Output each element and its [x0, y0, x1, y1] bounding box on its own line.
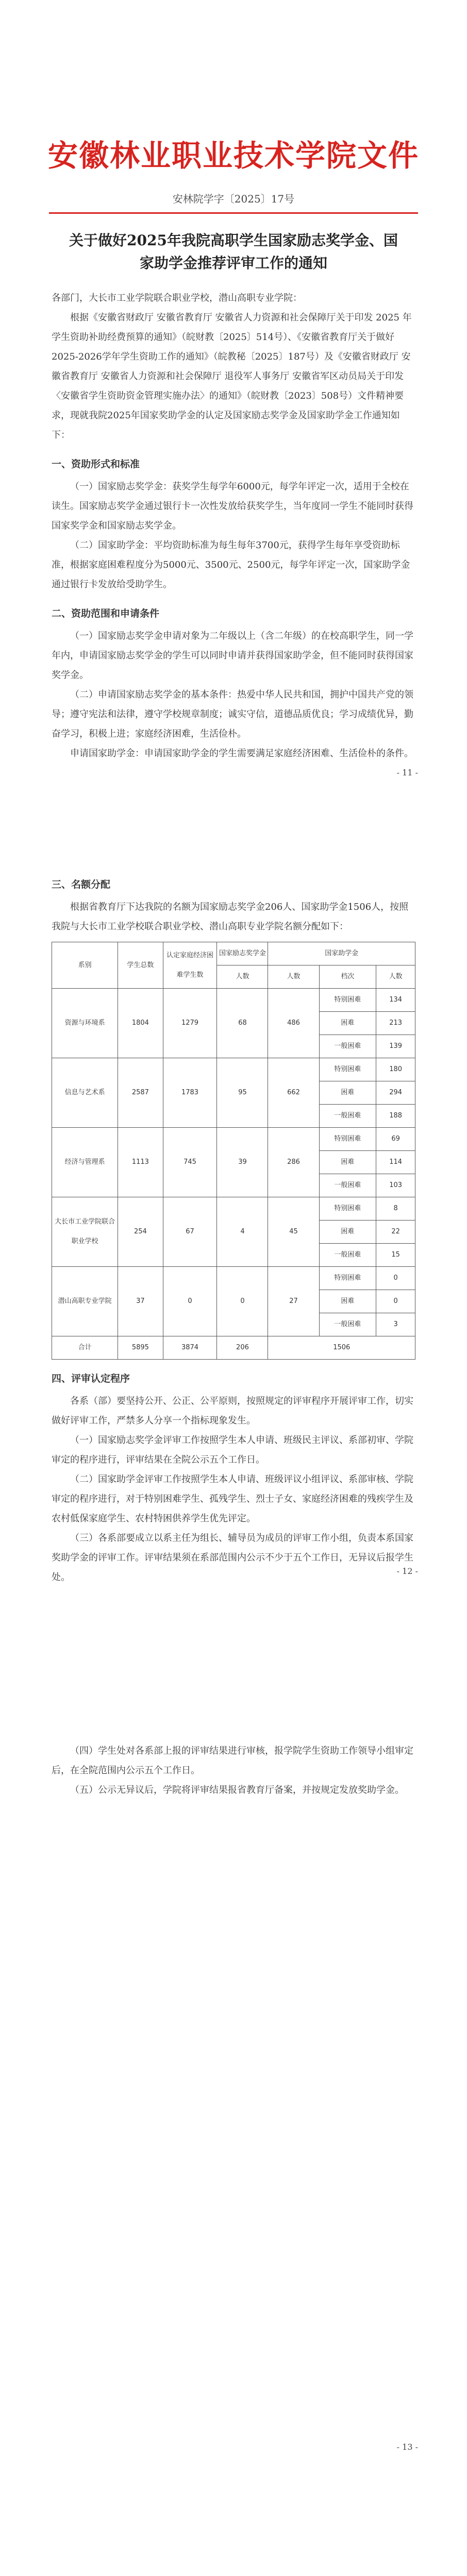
section-1-heading: 一、资助形式和标准 [52, 459, 140, 470]
dept-name: 信息与艺术系 [52, 1058, 118, 1128]
grant-level-count: 213 [376, 1012, 415, 1035]
total-students: 5895 [118, 1336, 163, 1360]
grant-level: 困难 [319, 1151, 376, 1174]
section-3-heading: 三、名额分配 [52, 879, 111, 890]
dept-inspire: 95 [217, 1058, 268, 1128]
header-grant-level-count: 人数 [376, 965, 415, 989]
section-4-paragraph-4: （三）各系部要成立以系主任为组长、辅导员为成员的评审工作小组，负责本系国家奖助学金的评审工作。评审结果须在系部范围内公示不少于五个工作日，无异议后报学生处。 [52, 1533, 413, 1583]
dept-students: 37 [118, 1267, 163, 1336]
grant-level-count: 0 [376, 1267, 415, 1290]
grant-level: 一般困难 [319, 1035, 376, 1058]
grant-level-count: 139 [376, 1035, 415, 1058]
grant-level-count: 15 [376, 1244, 415, 1267]
dept-students: 2587 [118, 1058, 163, 1128]
section-2-paragraph-1: （一）国家励志奖学金申请对象为二年级以上（含二年级）的在校高职学生，同一学年内，申请国家励志奖学金的学生可以同时申请并获得国家助学金，但不能同时获得国家奖学金。 [52, 631, 413, 681]
section-1-paragraph-2: （二）国家助学金：平均资助标准为每生每年3700元，获得学生每年享受资助标准，根据家庭困难程度分为5000元、3500元、2500元，每学年评定一次，国家助学金通过银行卡发放给受助学生。 [52, 540, 410, 590]
dept-name: 资源与环境系 [52, 989, 118, 1058]
dept-poor: 1279 [163, 989, 217, 1058]
grant-level-count: 114 [376, 1151, 415, 1174]
dept-name: 经济与管理系 [52, 1128, 118, 1197]
section-4-paragraph-2: （一）国家励志奖学金评审工作按照学生本人申请、班级民主评议、系部初审、学院审定的程序进行，评审结果在全院公示五个工作日。 [52, 1435, 413, 1465]
total-row [52, 1336, 415, 1360]
dept-name: 潜山高职专业学院 [52, 1267, 118, 1336]
page-2 [21, 824, 446, 1597]
grant-level: 特别困难 [319, 989, 376, 1012]
section-3-intro: 根据省教育厅下达我院的名额为国家励志奖学金206人、国家助学金1506人，按照我院与大长市工业学校联合职业学校、潜山高职专业学院名额分配如下： [52, 902, 409, 932]
grant-level-count: 69 [376, 1128, 415, 1151]
total-inspire: 206 [217, 1336, 268, 1360]
dept-poor: 67 [163, 1197, 217, 1267]
table-row [52, 1267, 415, 1290]
header-students: 学生总数 [118, 942, 163, 989]
grant-level-count: 180 [376, 1058, 415, 1081]
document-number: 安林院学字〔2025〕17号 [172, 193, 295, 205]
grant-level: 困难 [319, 1081, 376, 1105]
section-4-paragraph-6: （五）公示无异议后，学院将评审结果报省教育厅备案，并按规定发放奖助学金。 [70, 1785, 404, 1795]
section-2-paragraph-3: 申请国家助学金：申请国家助学金的学生需要满足家庭经济困难、生活俭朴的条件。 [70, 748, 413, 759]
grant-level: 困难 [319, 1221, 376, 1244]
grant-level-count: 134 [376, 989, 415, 1012]
dept-students: 1804 [118, 989, 163, 1058]
section-2-heading: 二、资助范围和申请条件 [52, 608, 160, 619]
allocation-table [52, 942, 415, 1360]
total-label: 合计 [52, 1336, 118, 1360]
grant-level: 特别困难 [319, 1197, 376, 1221]
masthead: 安徽林业职业技术学院文件 [47, 138, 419, 173]
grant-level: 一般困难 [319, 1244, 376, 1267]
grant-level: 一般困难 [319, 1105, 376, 1128]
header-grant-level: 档次 [319, 965, 376, 989]
addressee: 各部门，大长市工业学院联合职业学校，潜山高职专业学院： [52, 293, 302, 303]
dept-inspire: 68 [217, 989, 268, 1058]
dept-name: 大长市工业学院联合职业学校 [52, 1197, 118, 1267]
intro-paragraph: 根据《安徽省财政厅 安徽省教育厅 安徽省人力资源和社会保障厅关于印发 2025 年学生资助补助经费预算的通知》（皖财教〔2025〕514号）、《安徽省教育厅关于做好2025-2026学年学生资助工作的通知》（皖教秘〔2025〕187号）及《安徽省财政厅 安徽省教育厅 安徽省人力资源和社会保障厅 退役军人事务厅 安徽省军区动员局关于印发〈安徽省学生资助资金管理实施办法〉的通知》（皖财教〔2023〕508号）文件精神要求，现就我院2025年国家奖助学金的认定及国家励志奖学金及国家助学金工作通知如下： [52, 312, 412, 440]
dept-grant: 662 [268, 1058, 319, 1128]
section-4-paragraph-3: （二）国家助学金评审工作按照学生本人申请、班级评议小组评议、系部审核、学院审定的程序进行，对于特别困难学生、孤残学生、烈士子女、家庭经济困难的残疾学生及农村低保家庭学生、农村特困供养学生优先评定。 [52, 1474, 413, 1524]
page-2-body [52, 866, 415, 1587]
section-4-heading: 四、评审认定程序 [52, 1373, 130, 1384]
table-row [52, 1058, 415, 1081]
dept-grant: 27 [268, 1267, 319, 1336]
table-row [52, 1128, 415, 1151]
section-4-paragraph-5: （四）学生处对各系部上报的评审结果进行审核，报学院学生资助工作领导小组审定后，在全院范围内公示五个工作日。 [52, 1745, 413, 1776]
total-grant: 1506 [268, 1336, 415, 1360]
allocation-table-body [52, 989, 415, 1336]
dept-inspire: 0 [217, 1267, 268, 1336]
dept-poor: 745 [163, 1128, 217, 1197]
grant-level-count: 294 [376, 1081, 415, 1105]
page-3 [21, 1700, 446, 2473]
dept-grant: 286 [268, 1128, 319, 1197]
dept-grant: 486 [268, 989, 319, 1058]
grant-level-count: 188 [376, 1105, 415, 1128]
section-1-paragraph-1: （一）国家励志奖学金：获奖学生每学年6000元，每学年评定一次，适用于全校在读生。国家励志奖学金通过银行卡一次性发放给获奖学生，当年度同一学生不能同时获得国家奖学金和国家励志奖学金。 [52, 481, 413, 531]
dept-students: 254 [118, 1197, 163, 1267]
dept-poor: 0 [163, 1267, 217, 1336]
red-divider [49, 212, 418, 214]
page-number: - 13 - [396, 2442, 418, 2452]
page-number: - 12 - [396, 1566, 418, 1576]
table-row [52, 989, 415, 1012]
header-inspire-count: 人数 [217, 965, 268, 989]
grant-level: 困难 [319, 1012, 376, 1035]
header-grant: 国家助学金 [268, 942, 415, 965]
grant-level: 困难 [319, 1290, 376, 1313]
grant-level-count: 22 [376, 1221, 415, 1244]
grant-level-count: 3 [376, 1313, 415, 1336]
page-3-body [52, 1741, 415, 1800]
grant-level: 一般困难 [319, 1174, 376, 1197]
grant-level-count: 8 [376, 1197, 415, 1221]
grant-level: 特别困难 [319, 1267, 376, 1290]
page-1 [21, 0, 446, 799]
section-4-paragraph-1: 各系（部）要坚持公开、公正、公平原则，按照规定的评审程序开展评审工作，切实做好评审工作，严禁多人分享一个指标现象发生。 [52, 1396, 413, 1426]
page-number: - 11 - [396, 768, 418, 777]
header-department: 系别 [52, 942, 118, 989]
table-row [52, 1197, 415, 1221]
grant-level: 一般困难 [319, 1313, 376, 1336]
page-1-body [52, 289, 415, 764]
dept-grant: 45 [268, 1197, 319, 1267]
grant-level: 特别困难 [319, 1128, 376, 1151]
dept-inspire: 39 [217, 1128, 268, 1197]
grant-level-count: 0 [376, 1290, 415, 1313]
header-poor: 认定家庭经济困难学生数 [163, 942, 217, 989]
section-2-paragraph-2: （二）申请国家励志奖学金的基本条件：热爱中华人民共和国，拥护中国共产党的领导；遵守宪法和法律，遵守学校规章制度；诚实守信，道德品质优良；学习成绩优异，勤奋学习，积极上进；家庭经济困难，生活俭朴。 [52, 689, 413, 739]
grant-level: 特别困难 [319, 1058, 376, 1081]
header-inspire: 国家励志奖学金 [217, 942, 268, 965]
grant-level-count: 103 [376, 1174, 415, 1197]
header-grant-count: 人数 [268, 965, 319, 989]
dept-poor: 1783 [163, 1058, 217, 1128]
dept-inspire: 4 [217, 1197, 268, 1267]
document-title: 关于做好2025年我院高职学生国家励志奖学金、国家助学金推荐评审工作的通知 [69, 232, 398, 272]
total-poor: 3874 [163, 1336, 217, 1360]
dept-students: 1113 [118, 1128, 163, 1197]
